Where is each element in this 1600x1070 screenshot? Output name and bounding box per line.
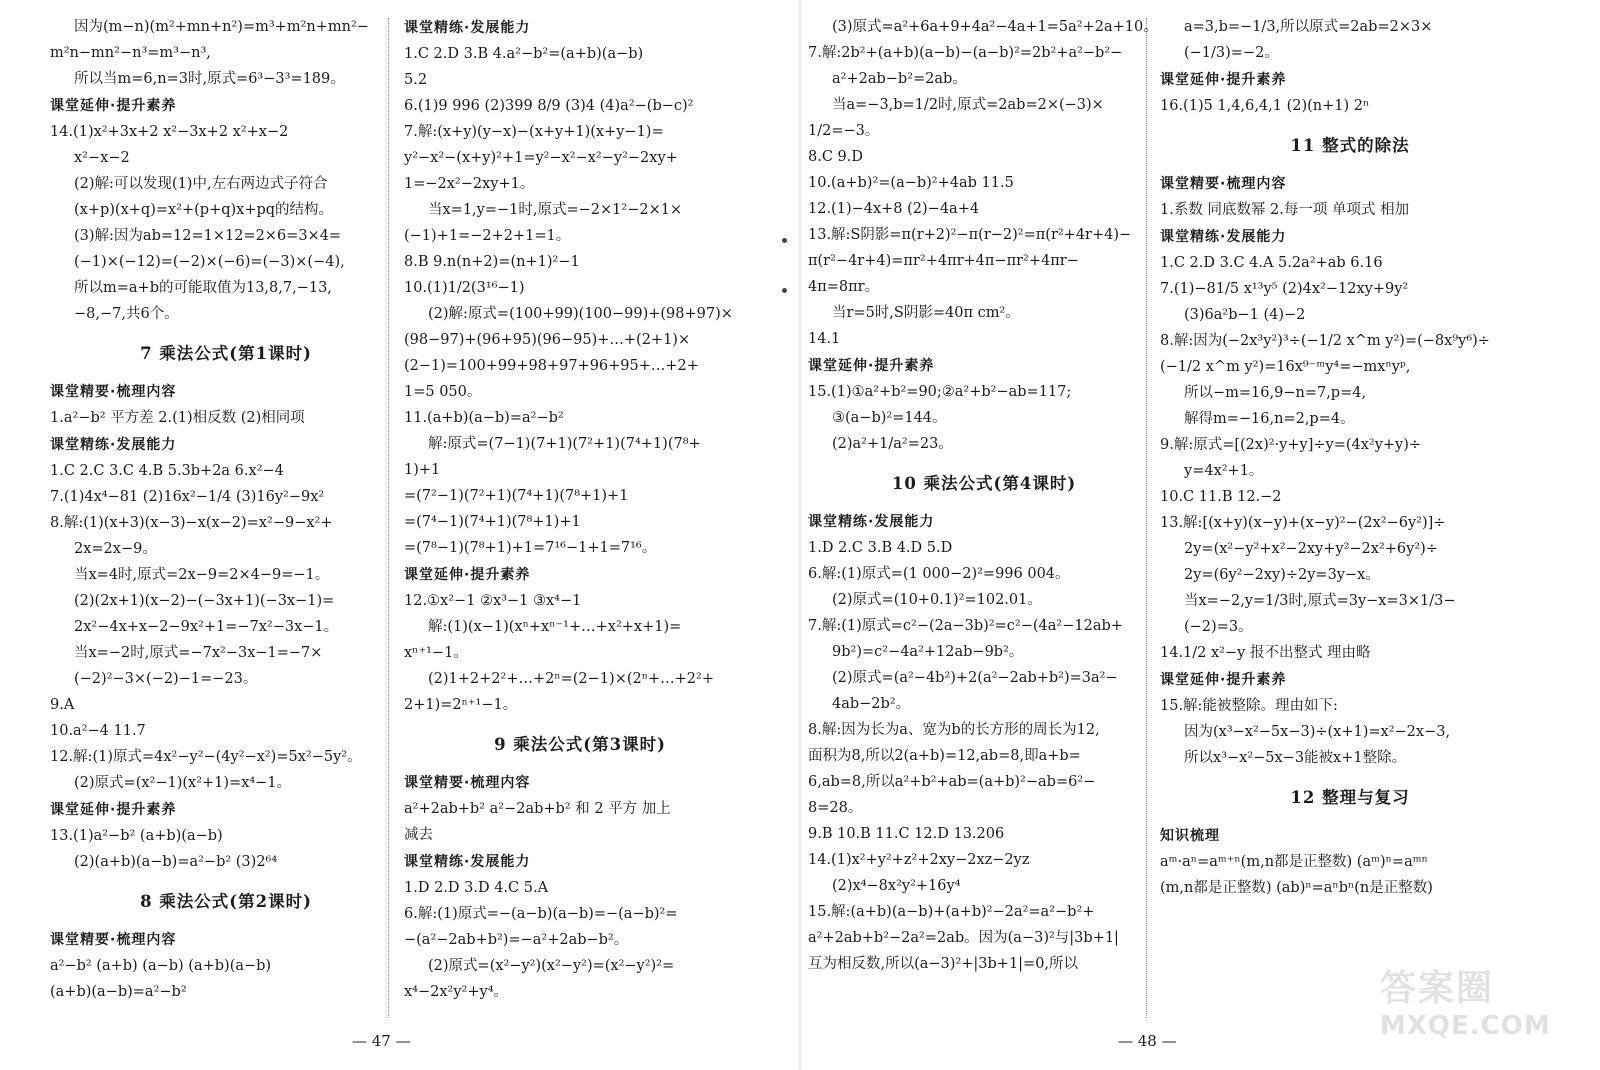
answer-line: (−2)=3。 [1184, 619, 1253, 635]
answer-line: π(r²−4r+4)=πr²+4πr+4π−πr²+4πr− [808, 253, 1079, 269]
page-gutter [798, 0, 802, 1070]
answer-line: (2)a²+1/a²=23。 [832, 436, 953, 452]
answer-line: 所以x³−x²−5x−3能被x+1整除。 [1184, 750, 1407, 766]
lesson-title: 11 整式的除法 [1290, 136, 1410, 155]
answer-line: 所以−m=16,9−n=7,p=4, [1184, 385, 1367, 401]
answer-line: −8,−7,共6个。 [74, 306, 179, 322]
lesson-title: 9 乘法公式(第3课时) [494, 735, 666, 754]
section-subheading: 课堂精练·发展能力 [404, 20, 531, 36]
answer-line: 1.C 2.C 3.C 4.B 5.3b+2a 6.x²−4 [50, 463, 284, 479]
answer-line: (98−97)+(96+95)(96−95)+…+(2+1)× [404, 332, 691, 348]
answer-line: 7.(1)4x⁴−81 (2)16x²−1/4 (3)16y²−9x² [50, 489, 325, 505]
answer-line: 2x=2x−9。 [74, 541, 157, 557]
answer-line: (2)原式=(10+0.1)²=102.01。 [832, 592, 1042, 608]
answer-line: −(a²−2ab+b²)=−a²+2ab−b²。 [404, 932, 629, 948]
answer-line: 12.(1)−4x+8 (2)−4a+4 [808, 201, 980, 217]
section-subheading: 课堂延伸·提升素养 [1160, 672, 1287, 688]
section-subheading: 课堂精要·梳理内容 [50, 384, 177, 400]
section-subheading: 课堂精练·发展能力 [404, 854, 531, 870]
answer-line: (−1)+1=−2+2+1=1。 [404, 228, 571, 244]
answer-line: a²−b² (a+b) (a−b) (a+b)(a−b) [50, 958, 272, 974]
answer-line: 2x²−4x+x−2−9x²+1=−7x²−3x−1。 [74, 619, 339, 635]
answer-line: 7.解:2b²+(a+b)(a−b)−(a−b)²=2b²+a²−b²− [808, 45, 1123, 61]
answer-line: a=3,b=−1/3,所以原式=2ab=2×3× [1184, 19, 1433, 35]
answer-line: 6.(1)9 996 (2)399 8/9 (3)4 (4)a²−(b−c)² [404, 98, 694, 114]
answer-line: 12.①x²−1 ②x³−1 ③x⁴−1 [404, 593, 582, 609]
answer-line: 16.(1)5 1,4,6,4,1 (2)(n+1) 2ⁿ [1160, 98, 1370, 114]
answer-line: 所以m=a+b的可能取值为13,8,7,−13, [74, 280, 332, 296]
answer-line: 8=28。 [808, 800, 863, 816]
answer-line: (2)原式=(x²−y²)(x²−y²)=(x²−y²)²= [428, 958, 675, 974]
answer-line: 8.解:因为长为a、宽为b的长方形的周长为12, [808, 722, 1100, 738]
answer-line: 解:原式=(7−1)(7+1)(7²+1)(7⁴+1)(7⁸+ [428, 436, 701, 452]
answer-line: 9.B 10.B 11.C 12.D 13.206 [808, 826, 1005, 842]
answer-line: 13.(1)a²−b² (a+b)(a−b) [50, 828, 223, 844]
answer-line: 8.解:因为(−2x³y²)³÷(−1/2 x^m y²)=(−8x⁹y⁶)÷ [1160, 333, 1490, 349]
answer-line: 所以当m=6,n=3时,原式=6³−3³=189。 [74, 71, 345, 87]
binding-hole-mark [782, 288, 787, 293]
page-number-left: — 47 — [352, 1032, 411, 1050]
answer-line: (2)x⁴−8x²y²+16y⁴ [832, 878, 961, 894]
answer-line: 14.1 [808, 331, 841, 347]
page-number-right: — 48 — [1118, 1032, 1177, 1050]
answer-line: a²+2ab+b²−2a²=2ab。因为(a−3)²与|3b+1| [808, 930, 1119, 946]
answer-line: 1=5 050。 [404, 384, 482, 400]
answer-line: 1=−2x²−2xy+1。 [404, 176, 535, 192]
section-subheading: 课堂延伸·提升素养 [1160, 72, 1287, 88]
answer-line: (3)6a²b−1 (4)−2 [1184, 307, 1306, 323]
answer-line: (−1/3)=−2。 [1184, 45, 1279, 61]
watermark-logo [1380, 960, 1590, 1060]
lesson-title: 10 乘法公式(第4课时) [891, 474, 1077, 493]
answer-line: 面积为8,所以2(a+b)=12,ab=8,即a+b= [808, 748, 1081, 764]
answer-line: 当x=−2时,原式=−7x²−3x−1=−7× [74, 645, 323, 661]
answer-line: 9.解:原式=[(2x)²·y+y]÷y=(4x²y+y)÷ [1160, 437, 1422, 453]
lesson-title: 8 乘法公式(第2课时) [140, 892, 312, 911]
answer-line: =(7⁴−1)(7⁴+1)(7⁸+1)+1 [404, 514, 581, 530]
answer-line: 1)+1 [404, 462, 441, 478]
answer-line: xⁿ⁺¹−1。 [404, 645, 468, 661]
answer-line: 10.(1)1/2(3¹⁶−1) [404, 280, 525, 296]
answer-line: 13.解:[(x+y)(x−y)+(x−y)²−(2x²−6y²)]÷ [1160, 515, 1446, 531]
answer-line: =(7²−1)(7²+1)(7⁴+1)(7⁸+1)+1 [404, 488, 629, 504]
answer-line: a²+2ab−b²=2ab。 [832, 71, 967, 87]
answer-column-4 [1160, 14, 1540, 901]
answer-line: 4π=8πr。 [808, 279, 880, 295]
answer-line: 当a=−3,b=1/2时,原式=2ab=2×(−3)× [832, 97, 1104, 113]
section-subheading: 课堂精要·梳理内容 [50, 932, 177, 948]
section-subheading: 课堂延伸·提升素养 [404, 567, 531, 583]
section-subheading: 知识梳理 [1160, 828, 1220, 844]
answer-line: ③(a−b)²=144。 [832, 410, 947, 426]
answer-line: 6.解:(1)原式=−(a−b)(a−b)=−(a−b)²= [404, 906, 678, 922]
answer-line: x⁴−2x²y²+y⁴。 [404, 984, 509, 1000]
section-subheading: 课堂延伸·提升素养 [50, 98, 177, 114]
answer-line: 6.解:(1)原式=(1 000−2)²=996 004。 [808, 566, 1070, 582]
watermark-url: MXQE.COM [1380, 1011, 1551, 1041]
section-subheading: 课堂精要·梳理内容 [404, 775, 531, 791]
answer-line: 1/2=−3。 [808, 123, 880, 139]
section-subheading: 课堂延伸·提升素养 [808, 358, 935, 374]
answer-line: 1.a²−b² 平方差 2.(1)相反数 (2)相同项 [50, 410, 305, 426]
answer-line: 15.(1)①a²+b²=90;②a²+b²−ab=117; [808, 384, 1072, 400]
answer-line: 9.A [50, 697, 75, 713]
answer-line: 2y=(6y²−2xy)÷2y=3y−x。 [1184, 567, 1380, 583]
answer-line: y²−x²−(x+y)²+1=y²−x²−x²−y²−2xy+ [404, 150, 678, 166]
answer-line: (2)原式=(x²−1)(x²+1)=x⁴−1。 [74, 775, 292, 791]
answer-line: (−2)²−3×(−2)−1=−23。 [74, 671, 258, 687]
answer-line: 4ab−2b²。 [832, 696, 911, 712]
answer-line: 解得m=−16,n=2,p=4。 [1184, 411, 1355, 427]
answer-line: (m,n都是正整数) (ab)ⁿ=aⁿbⁿ(n是正整数) [1160, 880, 1433, 896]
answer-line: 1.C 2.D 3.C 4.A 5.2a²+ab 6.16 [1160, 255, 1383, 271]
answer-line: 10.C 11.B 12.−2 [1160, 489, 1282, 505]
answer-line: 2+1)=2ⁿ⁺¹−1。 [404, 697, 518, 713]
answer-line: 14.(1)x²+y²+z²+2xy−2xz−2yz [808, 852, 1030, 868]
answer-line: 14.(1)x²+3x+2 x²−3x+2 x²+x−2 [50, 124, 289, 140]
answer-line: 10.a²−4 11.7 [50, 723, 146, 739]
answer-line: a²+2ab+b² a²−2ab+b² 和 2 平方 加上 [404, 801, 671, 817]
answer-line: 9b²)=c²−4a²+12ab−9b²。 [832, 644, 1024, 660]
lesson-title: 12 整理与复习 [1290, 788, 1410, 807]
answer-line: 1.C 2.D 3.B 4.a²−b²=(a+b)(a−b) [404, 46, 644, 62]
answer-line: 2y=(x²−y²+x²−2xy+y²−2x²+6y²)÷ [1184, 541, 1438, 557]
answer-line: 15.解:能被整除。理由如下: [1160, 698, 1338, 714]
answer-line: 15.解:(a+b)(a−b)+(a+b)²−2a²=a²−b²+ [808, 904, 1095, 920]
answer-line: aᵐ·aⁿ=aᵐ⁺ⁿ(m,n都是正整数) (aᵐ)ⁿ=aᵐⁿ [1160, 854, 1428, 870]
answer-line: (2)解:可以发现(1)中,左右两边式子符合 [74, 176, 328, 192]
answer-line: (2)1+2+2²+…+2ⁿ=(2−1)×(2ⁿ+…+2²+ [428, 671, 714, 687]
answer-line: 1.D 2.D 3.D 4.C 5.A [404, 880, 549, 896]
answer-line: 8.C 9.D [808, 149, 863, 165]
answer-line: y=4x²+1。 [1184, 463, 1264, 479]
answer-line: 7.解:(x+y)(y−x)−(x+y+1)(x+y−1)= [404, 124, 664, 140]
answer-line: (3)解:因为ab=12=1×12=2×6=3×4= [74, 228, 342, 244]
section-subheading: 课堂精练·发展能力 [808, 514, 935, 530]
answer-line: (2)解:原式=(100+99)(100−99)+(98+97)× [428, 306, 733, 322]
answer-line: 1.系数 同底数幂 2.每一项 单项式 相加 [1160, 202, 1410, 218]
answer-line: x²−x−2 [74, 150, 130, 166]
answer-line: (2)(2x+1)(x−2)−(−3x+1)(−3x−1)= [74, 593, 335, 609]
answer-line: (2)(a+b)(a−b)=a²−b² (3)2⁶⁴ [74, 854, 278, 870]
answer-line: (x+p)(x+q)=x²+(p+q)x+pq的结构。 [74, 202, 334, 218]
answer-line: 14.1/2 x²−y 报不出整式 理由略 [1160, 645, 1371, 661]
answer-line: 8.解:(1)(x+3)(x−3)−x(x−2)=x²−9−x²+ [50, 515, 333, 531]
answer-line: 8.B 9.n(n+2)=(n+1)²−1 [404, 254, 580, 270]
answer-line: 13.解:S阴影=π(r+2)²−π(r−2)²=π(r²+4r+4)− [808, 227, 1132, 243]
answer-column-2 [404, 14, 756, 1005]
answer-line: 5.2 [404, 72, 428, 88]
answer-line: 因为(m−n)(m²+mn+n²)=m³+m²n+mn²− [74, 19, 369, 35]
section-subheading: 课堂精练·发展能力 [50, 437, 177, 453]
answer-line: 因为(x³−x²−5x−3)÷(x+1)=x²−2x−3, [1184, 724, 1451, 740]
answer-line: 10.(a+b)²=(a−b)²+4ab 11.5 [808, 175, 1014, 191]
section-subheading: 课堂精要·梳理内容 [1160, 176, 1287, 192]
answer-line: 当r=5时,S阴影=40π cm²。 [832, 305, 1020, 321]
watermark-text: 答案圈 [1380, 968, 1495, 1009]
answer-line: 7.(1)−81/5 x¹³y⁵ (2)4x²−12xy+9y² [1160, 281, 1409, 297]
answer-column-3 [808, 14, 1160, 977]
answer-line: 7.解:(1)原式=c²−(2a−3b)²=c²−(4a²−12ab+ [808, 618, 1123, 634]
answer-line: 1.D 2.C 3.B 4.D 5.D [808, 540, 953, 556]
answer-line: 11.(a+b)(a−b)=a²−b² [404, 410, 564, 426]
answer-line: (2−1)=100+99+98+97+96+95+…+2+ [404, 358, 699, 374]
answer-line: 互为相反数,所以(a−3)²+|3b+1|=0,所以 [808, 956, 1079, 972]
answer-line: 减去 [404, 827, 433, 843]
lesson-title: 7 乘法公式(第1课时) [140, 344, 312, 363]
section-subheading: 课堂延伸·提升素养 [50, 802, 177, 818]
answer-line: (2)原式=(a²−4b²)+2(a²−2ab+b²)=3a²− [832, 670, 1118, 686]
answer-line: 12.解:(1)原式=4x²−y²−(4y²−x²)=5x²−5y²。 [50, 749, 362, 765]
binding-hole-mark [782, 238, 787, 243]
answer-line: 当x=1,y=−1时,原式=−2×1²−2×1× [428, 202, 683, 218]
answer-column-1 [50, 14, 402, 1005]
answer-line: 解:(1)(x−1)(xⁿ+xⁿ⁻¹+…+x²+x+1)= [428, 619, 682, 635]
answer-line: =(7⁸−1)(7⁸+1)+1=7¹⁶−1+1=7¹⁶。 [404, 540, 657, 556]
answer-line: 当x=−2,y=1/3时,原式=3y−x=3×1/3− [1184, 593, 1456, 609]
answer-line: 6,ab=8,所以a²+b²+ab=(a+b)²−ab=6²− [808, 774, 1096, 790]
answer-line: 当x=4时,原式=2x−9=2×4−9=−1。 [74, 567, 330, 583]
answer-line: (−1/2 x^m y²)=16x⁹⁻ᵐy⁴=−mxⁿyᵖ, [1160, 359, 1411, 375]
answer-line: m²n−mn²−n³=m³−n³, [50, 45, 211, 61]
answer-line: (a+b)(a−b)=a²−b² [50, 984, 187, 1000]
answer-line: (3)原式=a²+6a+9+4a²−4a+1=5a²+2a+10。 [832, 19, 1158, 35]
section-subheading: 课堂精练·发展能力 [1160, 229, 1287, 245]
answer-line: (−1)×(−12)=(−2)×(−6)=(−3)×(−4), [74, 254, 345, 270]
